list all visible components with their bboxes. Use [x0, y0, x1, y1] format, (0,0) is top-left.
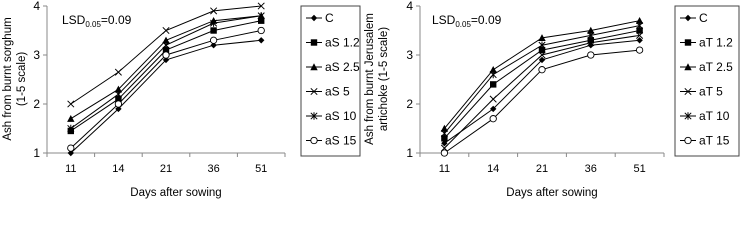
legend-label: aT 1.2	[699, 35, 733, 50]
legend-label: aT 10	[699, 109, 730, 123]
data-point	[490, 81, 496, 87]
x-axis-title: Days after sowing	[506, 187, 598, 199]
y-tick-label: 4	[406, 0, 413, 13]
x-tick-label: 14	[487, 163, 500, 175]
x-tick-label: 51	[633, 163, 646, 175]
data-point	[163, 52, 169, 58]
legend-label: C	[699, 11, 708, 25]
y-tick-label: 2	[33, 97, 40, 111]
series-line	[444, 50, 639, 153]
lsd-annotation: $LSD_{0.05}=0.09$	[62, 13, 132, 29]
y-axis-title: Ash from burnt Jerusalem artichoke (1-5 scale)	[364, 13, 390, 145]
data-point	[441, 150, 447, 156]
data-point	[636, 47, 642, 53]
legend-marker	[311, 39, 317, 45]
data-point	[490, 96, 496, 102]
data-point	[441, 130, 447, 137]
x-tick-label: 21	[535, 163, 549, 175]
chart-panel-1	[2, 0, 360, 199]
data-point	[210, 37, 216, 43]
legend	[675, 6, 739, 156]
x-axis-title: Days after sowing	[130, 187, 222, 199]
legend-label: aS 1.2	[325, 35, 360, 50]
y-tick-label: 3	[33, 48, 40, 62]
legend-label: C	[325, 11, 334, 25]
y-axis-title: Ash from burnt sorghum (1-5 scale)	[2, 17, 28, 141]
y-tick-label: 1	[33, 146, 40, 160]
legend-label: aT 5	[699, 84, 723, 99]
x-tick-label: 36	[584, 163, 597, 175]
data-point	[68, 145, 74, 151]
data-point	[163, 27, 169, 33]
y-tick-label: 3	[406, 48, 413, 62]
y-tick-label: 1	[406, 146, 413, 160]
legend-label: aS 10	[325, 109, 357, 123]
data-point	[68, 101, 74, 107]
x-tick-label: 11	[438, 163, 451, 175]
legend-label: aT 15	[699, 133, 730, 148]
series-line	[444, 40, 639, 143]
legend-label: aS 15	[325, 133, 357, 148]
x-tick-label: 36	[207, 163, 220, 175]
y-tick-label: 2	[406, 97, 413, 111]
data-point	[115, 91, 121, 98]
data-point	[258, 37, 264, 43]
data-point	[258, 27, 264, 33]
data-point	[210, 27, 216, 33]
data-point	[588, 52, 594, 58]
legend-label: aT 2.5	[699, 60, 733, 74]
series-line	[71, 16, 261, 119]
data-point	[539, 67, 545, 73]
data-point	[490, 116, 496, 122]
legend-marker	[685, 39, 691, 45]
x-tick-label: 14	[112, 163, 125, 175]
data-point	[115, 69, 121, 75]
legend-marker	[311, 137, 317, 143]
data-point	[115, 101, 121, 107]
x-tick-label: 21	[159, 163, 173, 175]
x-tick-label: 11	[65, 163, 77, 175]
legend-label: aS 5	[325, 84, 350, 99]
data-point	[67, 115, 74, 122]
legend	[301, 6, 360, 156]
lsd-annotation: $LSD_{0.05}=0.09$	[432, 13, 502, 29]
data-point	[490, 71, 496, 78]
chart-panel-2	[364, 0, 739, 199]
y-tick-label: 4	[33, 0, 40, 13]
data-point	[163, 42, 169, 49]
x-tick-label: 51	[255, 163, 268, 175]
legend-marker	[685, 137, 691, 143]
legend-label: aS 2.5	[325, 60, 360, 74]
